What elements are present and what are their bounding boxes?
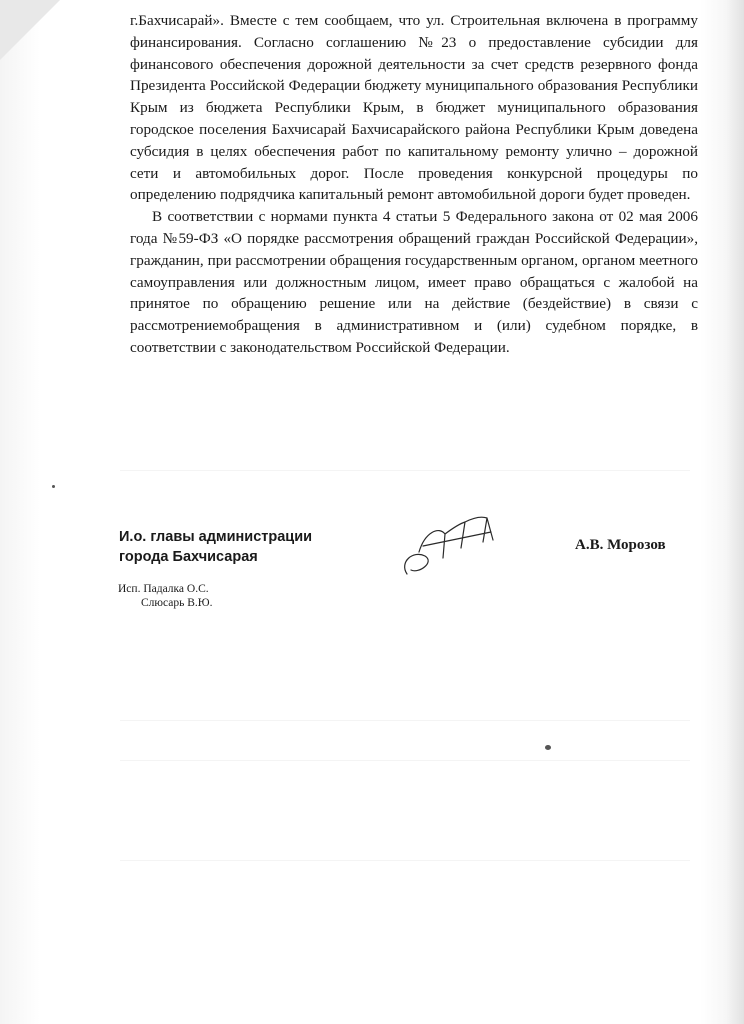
executor-line-2: Слюсарь В.Ю. [141, 597, 213, 609]
scan-edge-shadow [726, 0, 744, 1024]
executors-block [118, 582, 212, 610]
bleed-through-line [120, 760, 690, 761]
signatory-name: А.В. Морозов [575, 537, 666, 553]
signatory-title-line1: И.о. главы администрации [119, 529, 313, 545]
executor-line-1: Исп. Падалка О.С. [118, 583, 209, 595]
bleed-through-line [120, 470, 690, 471]
bleed-through-line [120, 860, 690, 861]
letter-body [130, 10, 698, 359]
signatory-title [119, 527, 312, 567]
scan-speck [545, 745, 551, 750]
bleed-through-line [120, 720, 690, 721]
paragraph-legal-notice: В соответствии с нормами пункта 4 статьи 5 Федерального закона от 02 мая 2006 года №59-ФЗ «О порядке рассмотрения обращений граждан Российской Федерации», гражданин, при рассмотрении обращения государственным органом, органом меетного самоуправления или должностным лицом, имеет право обращаться с жалобой на принятое по обращению решение или на действие (бездействие) в связи с рассмотрениемобращения в административном и (или) судебном порядке, в соответствии с законодательством Российской Федерации. [130, 208, 698, 356]
scan-corner-shadow [0, 0, 60, 60]
paragraph-continuation: г.Бахчисарай». Вместе с тем сообщаем, что ул. Строительная включена в программу финансирования. Согласно соглашению №23 о предоставление субсидии для финансового обеспечения дорожной деятельности за счет средств резервного фонда Президента Российской Федерации бюджету муниципального образования Республики Крым из бюджета Республики Крым, в бюджет муниципального образования городское поселения Бахчисарай Бахчисарайского района Республики Крым доведена субсидия в целях обеспечения работ по капитальному ремонту улично – дорожной сети и автомобильных дорог. После проведения конкурсной процедуры по определению подрядчика капитальный ремонт автомобильной дороги будет проведен. [130, 12, 698, 204]
scan-speck [52, 485, 55, 488]
signatory-title-line2: города Бахчисарая [119, 549, 258, 565]
handwritten-signature [395, 512, 505, 582]
